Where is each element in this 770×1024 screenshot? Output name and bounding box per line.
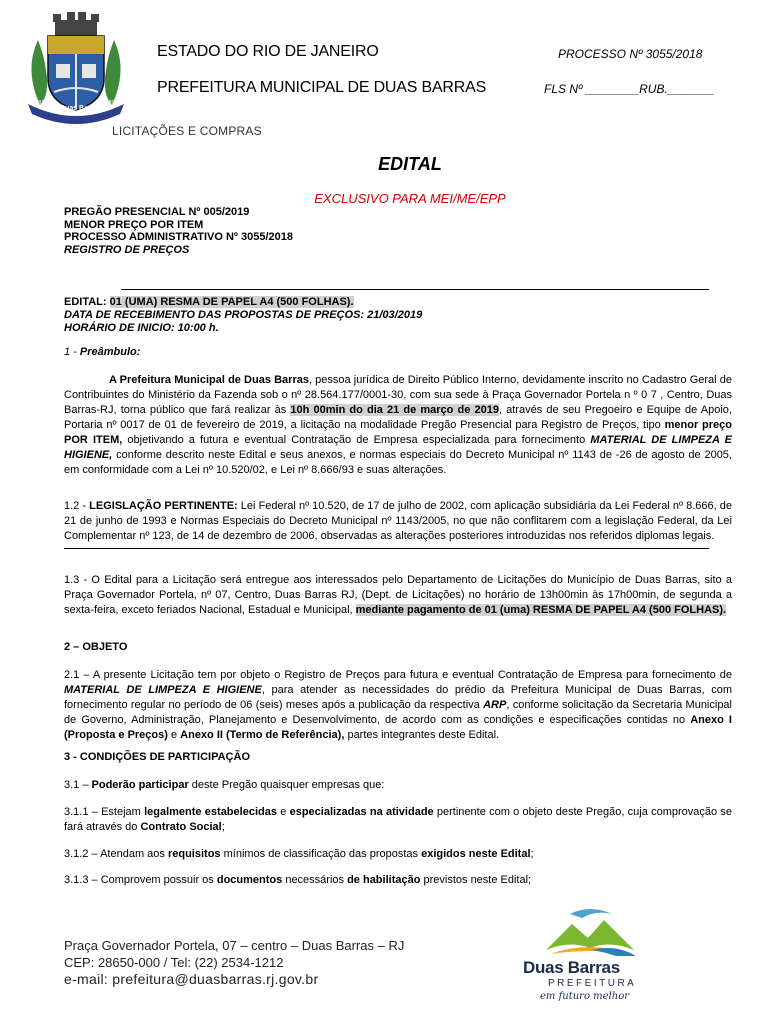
meta-line: PROCESSO ADMINISTRATIVO Nº 3055/2018 [64,231,293,243]
header-department: LICITAÇÕES E COMPRAS [112,124,262,138]
meta-line: PREGÃO PRESENCIAL Nº 005/2019 [64,206,250,218]
edital-value: 01 (UMA) RESMA DE PAPEL A4 (500 FOLHAS). [109,296,354,308]
divider [121,289,709,290]
section-heading-participacao: 3 - CONDIÇÕES DE PARTICIPAÇÃO [64,751,250,763]
edital-summary [64,296,422,335]
preambulo-label: Preâmbulo: [79,346,141,358]
logo-subtitle: PREFEITURA [548,978,637,989]
footer-contact [64,937,404,988]
preambulo-heading [64,346,140,358]
footer-address: Praça Governador Portela, 07 – centro – Duas Barras – RJ [64,938,405,953]
exclusive-notice: EXCLUSIVO PARA MEI/ME/EPP [314,191,506,206]
crest-year-right: 1891 [106,100,118,106]
meta-line: MENOR PREÇO POR ITEM [64,218,204,231]
edital-label: EDITAL: [64,296,107,308]
paragraph-1-3: 1.3 - O Edital para a Licitação será entregue aos interessados pelo Departamento de Licitações do Município de Duas Barras, sito a Praça Governador Portela, nº 07, Centro, Duas Barras RJ, (Dept. de Licitações) no horário de 13h00min às 17h00min, de segunda a sexta-feira, exceto feriados Nacional, Estadual e Municipal, mediante pagamento de 01 (uma) RESMA DE PAPEL A4 (500 FOLHAS). [64,574,732,616]
document-title: EDITAL [378,154,442,174]
paragraph-2-1: 2.1 – A presente Licitação tem por objeto o Registro de Preços para futura e eventual Contratação de Empresa para fornecimento de MATERIAL DE LIMPEZA E HIGIENE, para atender as necessidades do prédio da Prefeitura Municipal de Duas Barras, com fornecimento regular no período de 06 (seis) meses após a publicação da respectiva ARP, conforme solicitação da Secretaria Municipal de Governo, Administração, Planejamento e Desenvolvimento, de acordo com as condições e especificações contidas no Anexo I (Proposta e Preços) e Anexo II (Termo de Referência), partes integrantes deste Edital. [64,669,732,741]
meta-line: REGISTRO DE PREÇOS [64,243,190,256]
crest-ribbon-text: Duas Barras [60,105,102,112]
header-fls-rub: FLS Nº ________RUB._______ [544,82,715,96]
section-heading-objeto: 2 – OBJETO [64,641,128,653]
paragraph-3-1: 3.1 – Poderão participar deste Pregão quaisquer empresas que: [64,779,385,791]
procurement-meta [64,206,293,256]
edital-hour: HORÁRIO DE INICIO: 10:00 h. [64,322,219,334]
footer-email: e-mail: prefeitura@duasbarras.rj.gov.br [64,971,319,987]
paragraph-1-1: A Prefeitura Municipal de Duas Barras, pessoa jurídica de Direito Público Interno, devidamente inscrito no Cadastro Geral de Contribuintes do Ministério da Fazenda sob o nº 28.564.177/0001-30, com sua sede à Praça Governador Portela n º 0 7 , Centro, Duas Barras-RJ, torna público que fará realizar às 10h 00min do dia 21 de março de 2019, através de seu Pregoeiro e Equipe de Apoio, Portaria nº 0017 de 01 de fevereiro de 2019, a licitação na modalidade Pregão Presencial para Registro de Preços, tipo menor preço POR ITEM, objetivando a futura e eventual Contratação de Empresa especializada para fornecimento MATERIAL DE LIMPEZA E HIGIENE, conforme descrito neste Edital e seus anexos, e normas especiais do Decreto Municipal nº 1143 de -26 de agosto de 2005, em conformidade com a Lei nº 10.520/02, e Lei nº 8.666/93 e suas alterações. [64,374,732,476]
edital-date: DATA DE RECEBIMENTO DAS PROPOSTAS DE PREÇOS: 21/03/2019 [64,309,423,321]
preambulo-number: 1 - [64,346,80,358]
header-state: ESTADO DO RIO DE JANEIRO [157,43,379,60]
paragraph-1-2: 1.2 - LEGISLAÇÃO PERTINENTE: Lei Federal nº 10.520, de 17 de julho de 2002, com aplicação subsidiária da Lei Federal nº 8.666, de 21 de junho de 1993 e Normas Especiais do Decreto Municipal nº 1143/2005, no que não conflitarem com a legislação Federal, da Lei Complementar nº 123, de 14 de dezembro de 2006, observadas as alterações posteriores introduzidas nos referidos diplomas legais. [64,500,732,542]
header-process-number: PROCESSO Nº 3055/2018 [558,47,703,61]
crest-year-left: 1891 [33,100,45,106]
paragraph-3-1-1: 3.1.1 – Estejam legalmente estabelecidas e especializadas na atividade pertinente com o objeto deste Pregão, cuja comprovação se fará através do Contrato Social; [64,806,732,833]
header-prefecture: PREFEITURA MUNICIPAL DE DUAS BARRAS [157,79,487,96]
footer-phone: CEP: 28650-000 / Tel: (22) 2534-1212 [64,955,284,970]
paragraph-3-1-2: 3.1.2 – Atendam aos requisitos mínimos de classificação das propostas exigidos neste Edital; [64,848,534,860]
logo-name: Duas Barras [523,958,620,977]
paragraph-3-1-3: 3.1.3 – Comprovem possuir os documentos necessários de habilitação previstos neste Edital; [64,874,532,886]
logo-slogan: em futuro melhor [540,991,629,1002]
divider [64,548,709,549]
